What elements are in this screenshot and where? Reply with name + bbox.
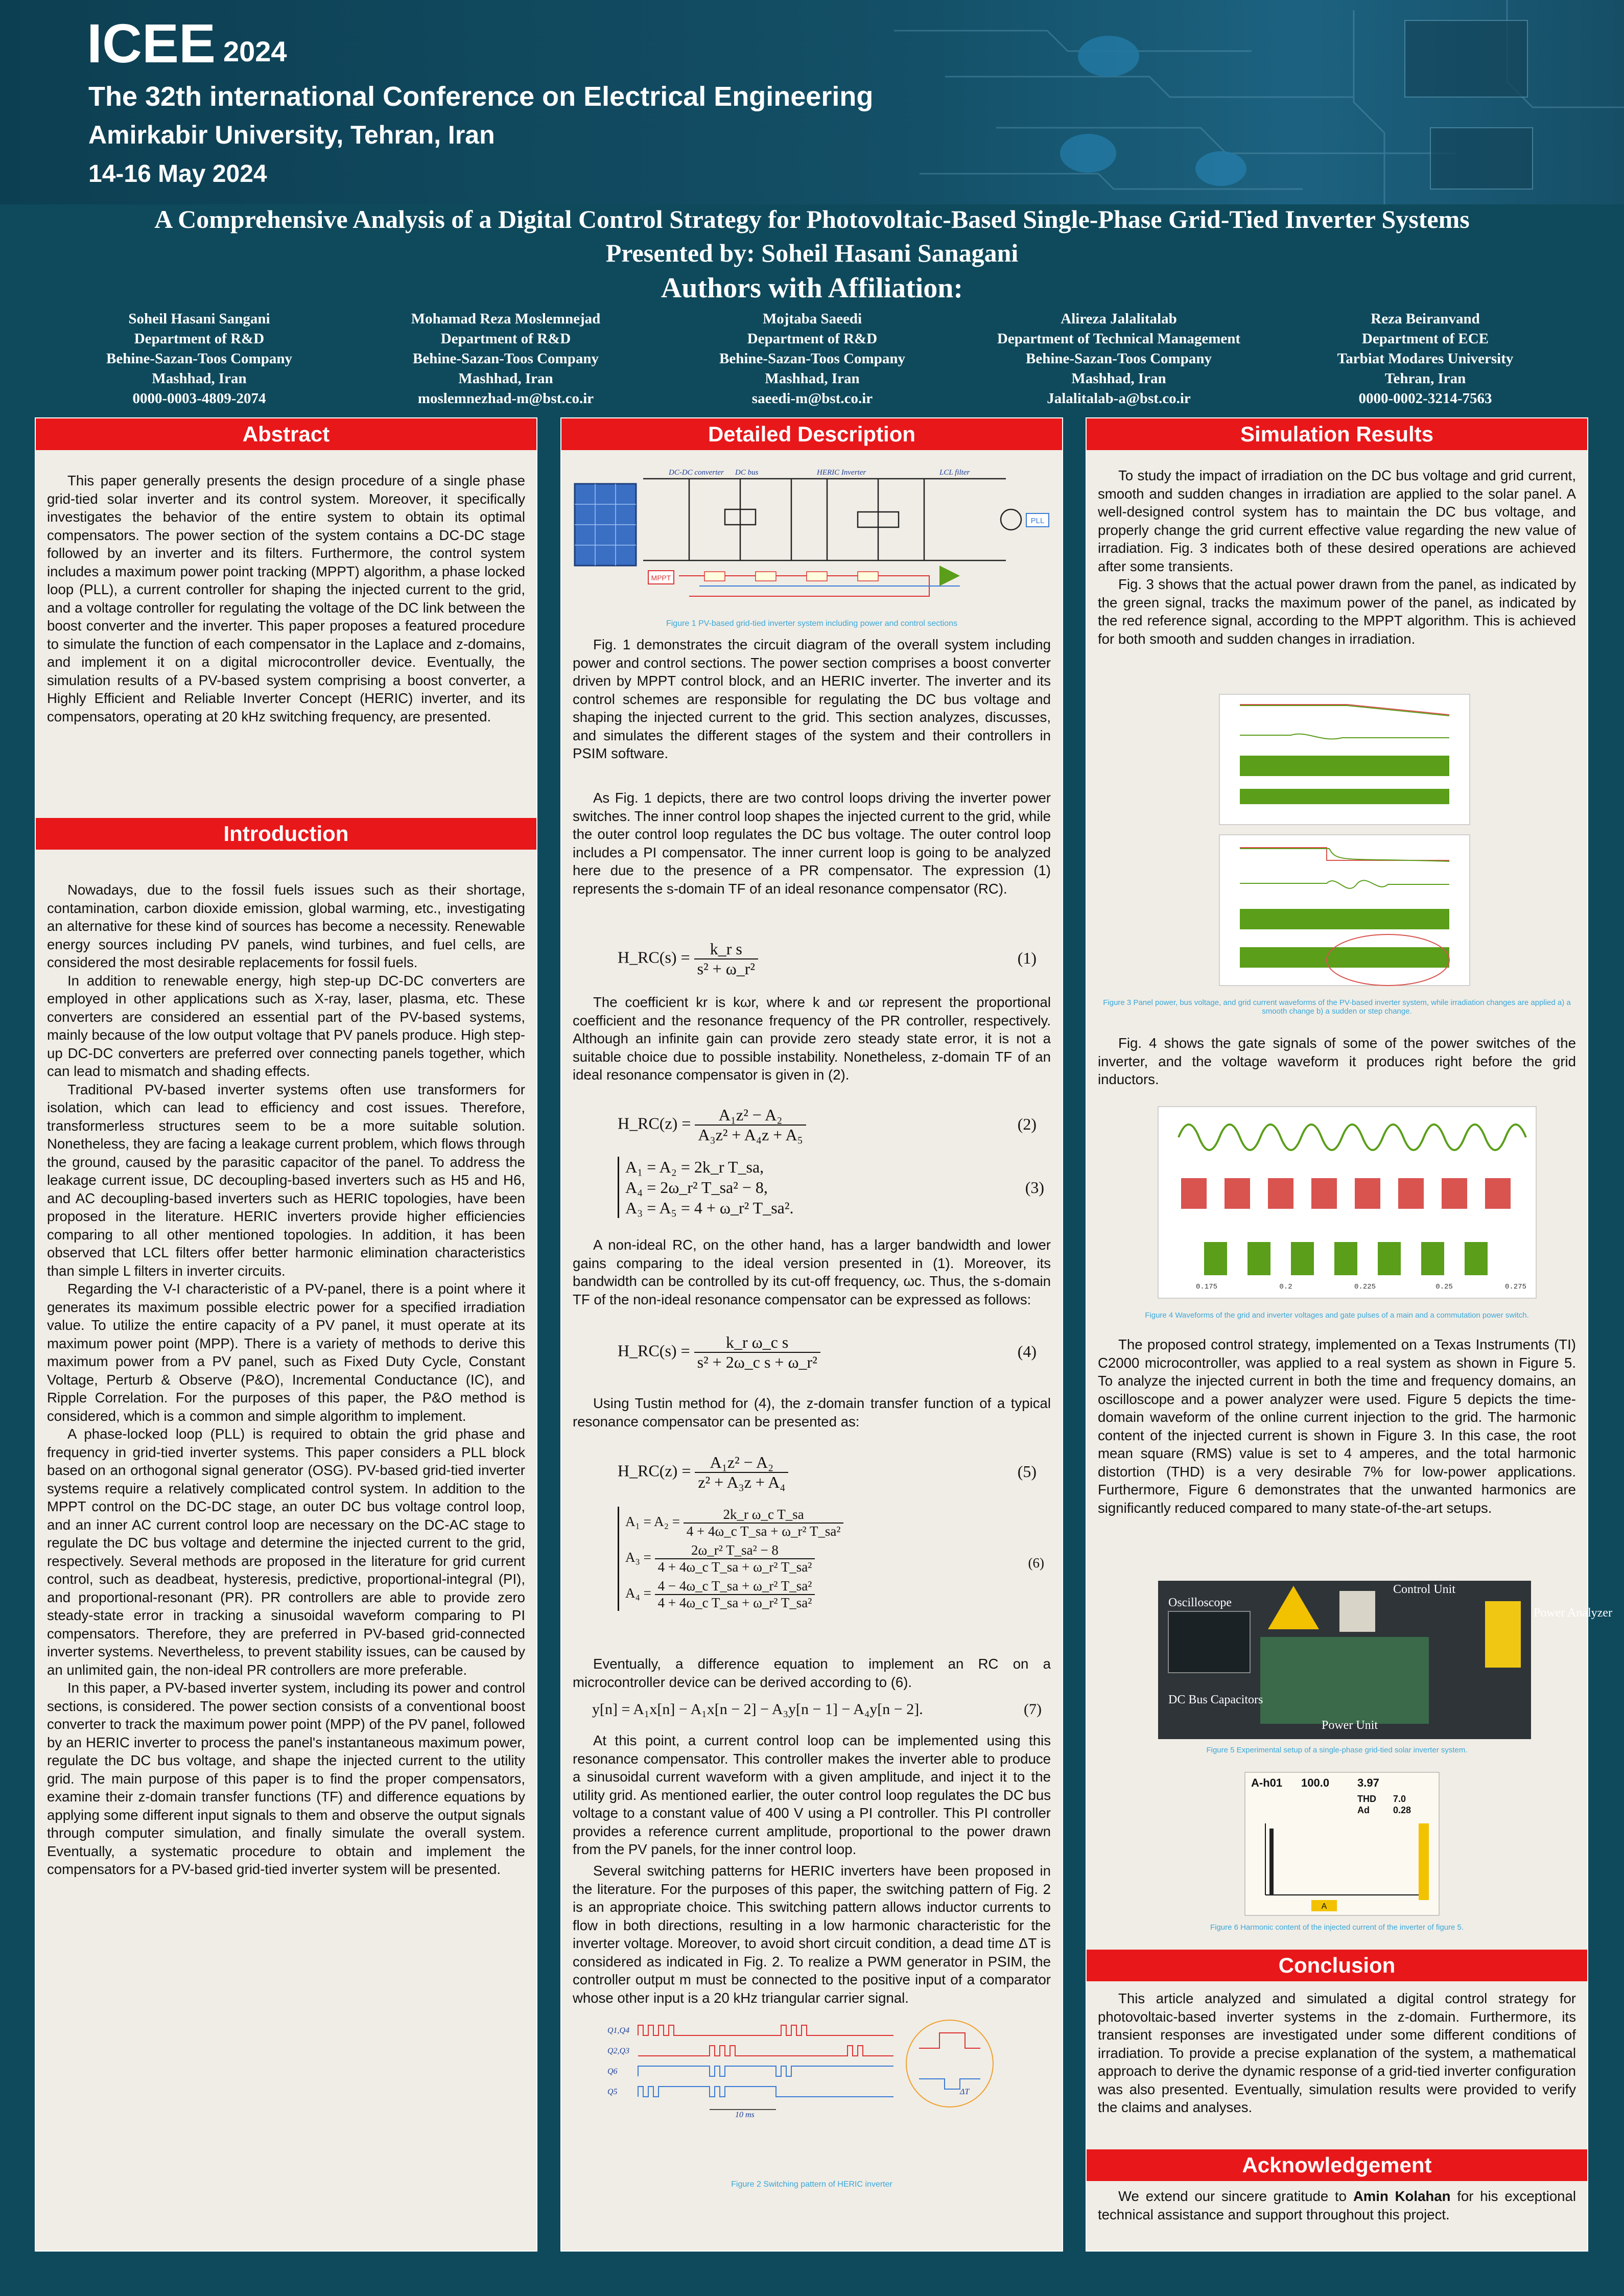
equation-lhs: H_RC(s) =	[618, 948, 690, 967]
figure-5-caption: Figure 5 Experimental setup of a single-phase grid-tied solar inverter system.	[1206, 1746, 1468, 1754]
simulation-paragraph: Fig. 4 shows the gate signals of some of the power switches of the inverter, and the voltage waveform it produces right before the grid inductors.	[1098, 1035, 1576, 1087]
introduction-heading: Introduction	[36, 818, 536, 850]
equation-number: (1)	[1017, 949, 1037, 967]
detailed-paragraph: A non-ideal RC, on the other hand, has a larger bandwidth and lower gains comparing to the ideal version presented in (1). Moreover, its bandwidth can be controlled by its cut-off frequency, ωc. Thus, the s-domain TF of the non-ideal resonance compensator can be expressed as follows:	[573, 1237, 1051, 1307]
lcl-filter-label: LCL filter	[939, 468, 970, 477]
power-analyzer-label: Power Analyzer	[1534, 1606, 1612, 1620]
simulation-text-1	[1098, 466, 1576, 648]
numerator: k_r s	[694, 940, 758, 959]
author-card	[960, 309, 1277, 409]
author-name: Reza Beiranvand	[1371, 311, 1480, 327]
equation-1	[618, 940, 1037, 978]
fraction	[694, 940, 758, 978]
detailed-paragraph: Eventually, a difference equation to implement an RC on a microcontroller device can be derived according to (6).	[573, 1656, 1051, 1690]
power-unit-label: Power Unit	[1322, 1719, 1378, 1732]
author-contact: 0000-0002-3214-7563	[1358, 390, 1492, 407]
figure-2-switching-pattern	[607, 2018, 1016, 2125]
author-department: Department of R&D	[134, 331, 265, 347]
author-city: Tehran, Iran	[1384, 370, 1466, 387]
intro-paragraph: A phase-locked loop (PLL) is required to obtain the grid phase and frequency in grid-tied inverter systems. This paper considers a PLL block based on an orthogonal signal generator (OSG). PV-based grid-tied inverter systems require a relatively complicated control system. In addition to the MPPT control on the DC-DC stage, an outer DC bus voltage control loop, and an inner AC current control loop are necessary on the DC-AC stage to regulate the DC bus voltage and determine the injected current to the grid, respectively. Several methods are proposed in the literature for grid current control, such as deadbeat, hysteresis, predictive, proportional-integral (PI), and proportional-resonant (PR). PR controllers are able to provide zero steady-state error in tracking a sinusoidal waveform comparing to PI compensators. Therefore, they are preferred in PV-based grid-connected inverter systems. Nevertheless, to prevent stability issues, can be caused by an unlimited gain, the non-ideal PR controllers are more preferable.	[47, 1426, 525, 1678]
figure-3-waveforms	[1219, 694, 1470, 986]
equation-6	[618, 1507, 1044, 1611]
author-department: Department of ECE	[1361, 331, 1489, 347]
figure-4-gate-signals	[1158, 1107, 1536, 1298]
author-contact: 0000-0003-4809-2074	[132, 390, 266, 407]
dc-dc-converter-label: DC-DC converter	[669, 468, 724, 477]
denominator: A₃z² + A₄z + A₅	[698, 1126, 803, 1144]
author-card	[1267, 309, 1584, 409]
q5-label: Q5	[607, 2088, 618, 2096]
left-column	[35, 417, 537, 2252]
detailed-paragraph: The coefficient kr is kωr, where k and ωr represent the proportional coefficient and the resonance frequency of the PR controller, respectively. Although an infinite gain can provide zero steady state error, it is not a suitable choice due to possible instability. Nonetheless, z-domain TF of an ideal resonance compensator is given in (2).	[573, 994, 1051, 1083]
conclusion-paragraph: This article analyzed and simulated a digital control strategy for photovoltaic-based inverter systems in the z-domain. Furthermore, its transient responses are investigated under some different conditions of irradiation. To provide a precise explanation of the system, a mathematical approach to derive the dynamic response of a grid-tied inverter configuration was also presented. Eventually, simulation results were provided to verify the claims and analyses.	[1098, 1990, 1576, 2115]
q2-q3-label: Q2,Q3	[607, 2047, 630, 2055]
period-label: 10 ms	[735, 2111, 755, 2119]
denominator: 4 + 4ω_c T_sa + ω_r² T_sa²	[657, 1559, 812, 1575]
author-name: Mohamad Reza Moslemnejad	[411, 311, 601, 327]
numerator: A₁z² − A₂	[695, 1453, 788, 1473]
pv-panel	[575, 484, 636, 566]
detailed-text-4	[573, 1236, 1051, 1308]
control-unit-label: Control Unit	[1393, 1583, 1456, 1596]
fraction	[694, 1333, 820, 1372]
detailed-paragraph: As Fig. 1 depicts, there are two control loops driving the inverter power switches. The inner control loop shapes the injected current to the grid, while the outer control loop regulates the DC bus voltage. The outer control loop includes a PI compensator. The inner current loop is going to be analyzed here due to the presence of a PR compensator. The expression (1) represents the s-domain TF of an ideal resonance compensator (RC).	[573, 790, 1051, 897]
x-tick-label: 0.275	[1504, 1283, 1527, 1291]
conference-name: The 32th international Conference on Electrical Engineering	[88, 81, 874, 112]
oscilloscope-label: Oscilloscope	[1168, 1596, 1232, 1609]
numerator: k_r ω_c s	[694, 1333, 820, 1353]
presenter: Presented by: Soheil Hasani Sanagani	[605, 239, 1019, 267]
author-organization: Behine-Sazan-Toos Company	[1026, 350, 1212, 367]
conclusion-heading: Conclusion	[1087, 1950, 1587, 1981]
heric-inverter-label: HERIC Inverter	[817, 468, 866, 477]
middle-column	[560, 417, 1063, 2252]
detailed-text-7	[573, 1731, 1051, 1859]
detailed-paragraph: Several switching patterns for HERIC inverters have been proposed in the literature. For the purposes of this paper, the switching pattern of Fig. 2 is an appropriate choice. This switching pattern allows inductor currents to flow in both directions, resulting in a low harmonic characteristic for the inverter voltage. Moreover, to avoid short circuit condition, a dead time ΔT is considered as indicated in Fig. 2. To realize a PWM generator in PSIM, the controller output m must be connected to the positive input of a comparator whose other input is a 20 kHz triangular carrier signal.	[573, 1863, 1051, 2006]
equation-lhs: A₁ = A₂ =	[625, 1514, 680, 1530]
acknowledgement-heading: Acknowledgement	[1087, 2149, 1587, 2181]
equation-line	[625, 1578, 1044, 1611]
abstract-heading: Abstract	[36, 418, 536, 450]
equation-line	[625, 1542, 1044, 1575]
circuit-board-decoration	[894, 0, 1624, 204]
x-tick-label: 0.225	[1354, 1283, 1376, 1291]
intro-paragraph: Regarding the V-I characteristic of a PV-panel, there is a point where it generates its maximum possible electric power for a specified irradiation value. To utilize the entire capacity of a PV panel, it must operate at its maximum power point (MPP). There is a variety of methods to derive this maximum power from a PV panel, such as Fixed Duty Cycle, Constant Voltage, Perturb & Observe (P&O), Incremental Conductance (IC), and Ripple Correlation. For the purposes of this paper, the P&O method is considered, which is a common and simple algorithm to implement.	[47, 1281, 525, 1424]
equation-lhs: H_RC(z) =	[618, 1461, 691, 1480]
numerator: A₁z² − A₂	[695, 1106, 806, 1126]
thd-value: 7.0	[1393, 1794, 1406, 1804]
conference-banner	[0, 0, 1624, 204]
equation-lhs: H_RC(z) =	[618, 1114, 691, 1133]
denominator: 4 + 4ω_c T_sa + ω_r² T_sa²	[657, 1595, 812, 1610]
equation-lhs: H_RC(s) =	[618, 1341, 690, 1360]
fraction	[684, 1507, 844, 1539]
author-name: Mojtaba Saeedi	[762, 311, 862, 327]
x-tick-label: 0.175	[1195, 1283, 1218, 1291]
intro-paragraph: In addition to renewable energy, high step-up DC-DC converters are employed in other applications such as X-ray, laser, plasma, etc. These converters are considered an essential part of the PV-based systems, mainly because of the low output voltage that PV panels produce. High step-up DC-DC converters are preferred over connecting panels together, which can lead to mismatch and shading effects.	[47, 972, 525, 1079]
q1-q4-label: Q1,Q4	[607, 2026, 630, 2035]
acknowledgement-text	[1098, 2187, 1576, 2223]
equation-lhs: A₃ =	[625, 1550, 651, 1565]
equation-line: A₄ = 2ω_r² T_sa² − 8,	[625, 1178, 768, 1197]
dc-bus-label: DC bus	[735, 468, 759, 477]
author-city: Mashhad, Iran	[1071, 370, 1166, 387]
equation-5	[618, 1453, 1037, 1492]
ad-label: Ad	[1357, 1805, 1370, 1815]
author-card	[347, 309, 664, 409]
author-department: Department of R&D	[747, 331, 878, 347]
author-city: Mashhad, Iran	[458, 370, 553, 387]
dc-bus-capacitors-label: DC Bus Capacitors	[1168, 1693, 1263, 1706]
fraction	[655, 1542, 815, 1575]
detailed-text-6	[573, 1655, 1051, 1691]
denominator: s² + ω_r²	[697, 959, 756, 978]
author-city: Mashhad, Iran	[152, 370, 247, 387]
author-card	[41, 309, 358, 409]
ad-value: 0.28	[1393, 1805, 1411, 1815]
abstract-text	[47, 472, 525, 725]
figure-4-caption: Figure 4 Waveforms of the grid and inverter voltages and gate pulses of a main and a commutation power switch.	[1145, 1311, 1529, 1320]
author-organization: Behine-Sazan-Toos Company	[413, 350, 599, 367]
fraction	[655, 1578, 815, 1611]
author-contact: saeedi-m@bst.co.ir	[751, 390, 873, 407]
intro-paragraph: Traditional PV-based inverter systems often use transformers for isolation, which can lead to efficiency and cost issues. Therefore, transformerless structures seem to be a more suitable solution. Nonetheless, they are facing a leakage current problem, which flows through the ground, caused by the parasitic capacitor of the panel. To address the leakage current issue, DC decoupling-based inverters such as H5 and H6, and AC decoupling-based inverters such as HERIC topologies, have been proposed in the literature. HERIC inverters provide higher efficiencies comparing to all other mentioned topologies. In addition, it has been observed that LCL filters offer better harmonic elimination characteristics than simple L filters in inverter circuits.	[47, 1081, 525, 1279]
equation-7	[592, 1701, 1042, 1718]
numerator: 2k_r ω_c T_sa	[684, 1507, 844, 1524]
author-contact: Jalalitalab-a@bst.co.ir	[1047, 390, 1191, 407]
difference-equation: y[n] = A₁x[n] − A₁x[n − 2] − A₃y[n − 1] − A₄y[n − 2].	[592, 1701, 923, 1718]
equation-4	[618, 1333, 1037, 1372]
mode-label: A	[1321, 1902, 1327, 1911]
equation-3	[618, 1157, 1044, 1218]
thd-label: THD	[1357, 1794, 1376, 1804]
simulation-text-2	[1098, 1034, 1576, 1089]
equation-line: A₃ = A₅ = 4 + ω_r² T_sa².	[625, 1199, 794, 1217]
detailed-text-2	[573, 789, 1051, 898]
denominator: 4 + 4ω_c T_sa + ω_r² T_sa²	[686, 1524, 841, 1539]
figure-2-caption: Figure 2 Switching pattern of HERIC inverter	[731, 2180, 892, 2189]
analyzer-title: A-h01	[1251, 1776, 1283, 1789]
detailed-text-3	[573, 993, 1051, 1084]
conference-acronym: ICEE	[87, 12, 216, 74]
numerator: 4 − 4ω_c T_sa + ω_r² T_sa²	[655, 1578, 815, 1595]
acknowledgement-pre: We extend our sincere gratitude to	[1118, 2188, 1353, 2204]
conference-dates: 14-16 May 2024	[88, 160, 267, 188]
figure-1-caption: Figure 1 PV-based grid-tied inverter system including power and control sections	[666, 619, 958, 628]
x-tick-label: 0.25	[1435, 1283, 1453, 1291]
analyzer-value-1: 100.0	[1301, 1776, 1330, 1789]
author-card	[654, 309, 971, 409]
intro-paragraph: In this paper, a PV-based inverter system, including its power and control sections, is considered. The power section consists of a conventional boost converter to track the maximum power point (MPP) of the PV panel, followed by an HERIC inverter to process the panel's instantaneous maximum power, regulate the DC bus voltage, and shape the injected current to the utility grid. The main purpose of this paper is to find the proper compensators, examine their z-domain transfer functions (TF) and difference equations by applying some different input signals to them and observe the output signals through computer simulation, and finally simulate the overall system. Eventually, a systematic procedure to obtain and implement the compensators for a PV-based grid-tied inverter system will be presented.	[47, 1680, 525, 1877]
abstract-paragraph: This paper generally presents the design procedure of a single phase grid-tied solar inverter and its control system. Moreover, it specifically investigates the behavior of the entire system to obtain its optimal compensators. The power section of the system contains a DC-DC stage followed by an inverter and its filters. Furthermore, the control system includes a maximum power point tracking (MPPT) algorithm, a phase locked loop (PLL), a current controller for shaping the injected current to the grid, and a voltage controller for regulating the voltage of the DC link between the boost converter and the inverter. This paper proposes a featured procedure to simulate the function of each compensator in the Laplace and z-domains, and implement it on a digital microcontroller device. Eventually, the simulation results of a PV-based system comprising a boost converter, a Highly Efficient and Reliable Inverter Concept (HERIC) inverter, and its compensators, operating at 20 kHz switching frequency, are presented.	[47, 473, 525, 724]
intro-paragraph: Nowadays, due to the fossil fuels issues such as their shortage, contamination, carbon dioxide emission, global warming, etc., investigating an alternative for these kind of sources has become a necessity. Renewable energy sources including PV panels, wind turbines, and fuel cells, are considered the most desirable replacements for fossil fuels.	[47, 882, 525, 970]
author-department: Department of Technical Management	[997, 331, 1241, 347]
author-city: Mashhad, Iran	[765, 370, 860, 387]
author-contact: moslemnezhad-m@bst.co.ir	[417, 390, 594, 407]
author-organization: Tarbiat Modares University	[1337, 350, 1514, 367]
equation-number: (6)	[1028, 1555, 1044, 1571]
conference-venue: Amirkabir University, Tehran, Iran	[88, 121, 495, 149]
simulation-results-heading: Simulation Results	[1087, 418, 1587, 450]
figure-3-caption: Figure 3 Panel power, bus voltage, and grid current waveforms of the PV-based inverter system, while irradiation changes are applied a) a smooth change b) a sudden or step change.	[1103, 998, 1571, 1016]
equation-line	[625, 1507, 1044, 1539]
denominator: z² + A₃z + A₄	[698, 1473, 786, 1491]
equation-line: A₁ = A₂ = 2k_r T_sa,	[625, 1158, 764, 1176]
q6-label: Q6	[607, 2067, 618, 2076]
figure-1-circuit-diagram	[572, 463, 1052, 617]
detailed-description-heading: Detailed Description	[561, 418, 1062, 450]
figure-6-harmonic-content	[1245, 1772, 1439, 1915]
mppt-label: MPPT	[651, 574, 671, 582]
equation-number: (2)	[1017, 1115, 1037, 1133]
introduction-text	[47, 881, 525, 1879]
numerator: 2ω_r² T_sa² − 8	[655, 1542, 815, 1559]
fraction	[695, 1453, 788, 1492]
author-organization: Behine-Sazan-Toos Company	[719, 350, 905, 367]
x-tick-label: 0.2	[1279, 1283, 1292, 1291]
figure-5-experimental-setup	[1158, 1581, 1612, 1739]
figure-6-caption: Figure 6 Harmonic content of the injected current of the inverter of figure 5.	[1210, 1923, 1464, 1932]
right-column	[1086, 417, 1612, 2252]
denominator: s² + 2ω_c s + ω_r²	[697, 1353, 817, 1371]
paper-title: A Comprehensive Analysis of a Digital Control Strategy for Photovoltaic-Based Single-Phase Grid-Tied Inverter Systems	[154, 205, 1470, 233]
authors-heading: Authors with Affiliation:	[661, 272, 963, 304]
equation-number: (5)	[1017, 1462, 1037, 1481]
equation-number: (3)	[1025, 1178, 1044, 1197]
author-name: Alireza Jalalitalab	[1061, 311, 1177, 327]
simulation-text-3	[1098, 1336, 1576, 1517]
detailed-paragraph: Using Tustin method for (4), the z-domain transfer function of a typical resonance compensator can be presented as:	[573, 1395, 1051, 1430]
detailed-text-5	[573, 1394, 1051, 1431]
detailed-paragraph: Fig. 1 demonstrates the circuit diagram of the overall system including power and control sections. The power section comprises a boost converter driven by MPPT control block, and an HERIC inverter. The inverter and its control schemes are responsible for regulating the DC bus voltage and shaping the injected current to the grid. This section analyzes, discusses, and simulates the different stages of the system and their controllers in PSIM software.	[573, 637, 1051, 761]
conference-year: 2024	[223, 35, 287, 67]
detailed-paragraph: At this point, a current control loop can be implemented using this resonance compensator. This controller makes the inverter able to produce a sinusoidal current waveform with a given amplitude, and inject it to the utility grid. As mentioned earlier, the outer control loop regulates the DC bus voltage to a constant value of 400 V using a PI controller. This PI controller provides a reference current amplitude, proportional to the power drawn from the PV panels, for the inner control loop.	[573, 1732, 1051, 1857]
author-name: Soheil Hasani Sangani	[128, 311, 270, 327]
author-organization: Behine-Sazan-Toos Company	[106, 350, 292, 367]
simulation-paragraph: To study the impact of irradiation on the DC bus voltage and grid current, smooth and sudden changes in irradiation are applied to the solar panel. A well-designed control system has to maintain the DC bus voltage, and properly change the grid current effective value regarding the new value of irradiation. Fig. 3 indicates both of these desired operations are achieved after some transients.	[1098, 467, 1576, 574]
pll-label: PLL	[1030, 517, 1045, 525]
detailed-text-1	[573, 636, 1051, 763]
equation-number: (4)	[1017, 1342, 1037, 1361]
analyzer-value-2: 3.97	[1357, 1776, 1379, 1789]
simulation-paragraph: Fig. 3 shows that the actual power drawn from the panel, as indicated by the green signal, tracks the maximum power of the panel, as indicated by the red reference signal, according to the MPPT algorithm. This is achieved for both smooth and sudden changes in irradiation.	[1098, 576, 1576, 647]
conclusion-text	[1098, 1989, 1576, 2117]
author-department: Department of R&D	[440, 331, 571, 347]
detailed-text-8	[573, 1862, 1051, 2007]
simulation-paragraph: The proposed control strategy, implemented on a Texas Instruments (TI) C2000 microcontroller, was applied to a real system as shown in Figure 5. To analyze the injected current in both the time and frequency domains, an oscilloscope and a power analyzer were used. Figure 5 depicts the time-domain waveform of the online current injection to the grid. The harmonic content of the injected current is shown in Figure 3. In this case, the root mean square (RMS) value is set to 4 amperes, and the total harmonic distortion (THD) is a very desirable 7% for low-power applications. Furthermore, Figure 6 demonstrates that the unwanted harmonics are significantly reduced compared to many state-of-the-art setups.	[1098, 1337, 1576, 1516]
dead-time-label: ΔT	[960, 2088, 970, 2096]
acknowledged-person: Amin Kolahan	[1353, 2188, 1451, 2204]
equation-2	[618, 1106, 1037, 1144]
fraction	[695, 1106, 806, 1144]
acknowledgement-paragraph	[1098, 2187, 1576, 2223]
acknowledgement-post: for his exceptional technical assistance and support throughout this project.	[1098, 2188, 1576, 2222]
equation-lhs: A₄ =	[625, 1585, 651, 1601]
equation-number: (7)	[1024, 1701, 1042, 1718]
